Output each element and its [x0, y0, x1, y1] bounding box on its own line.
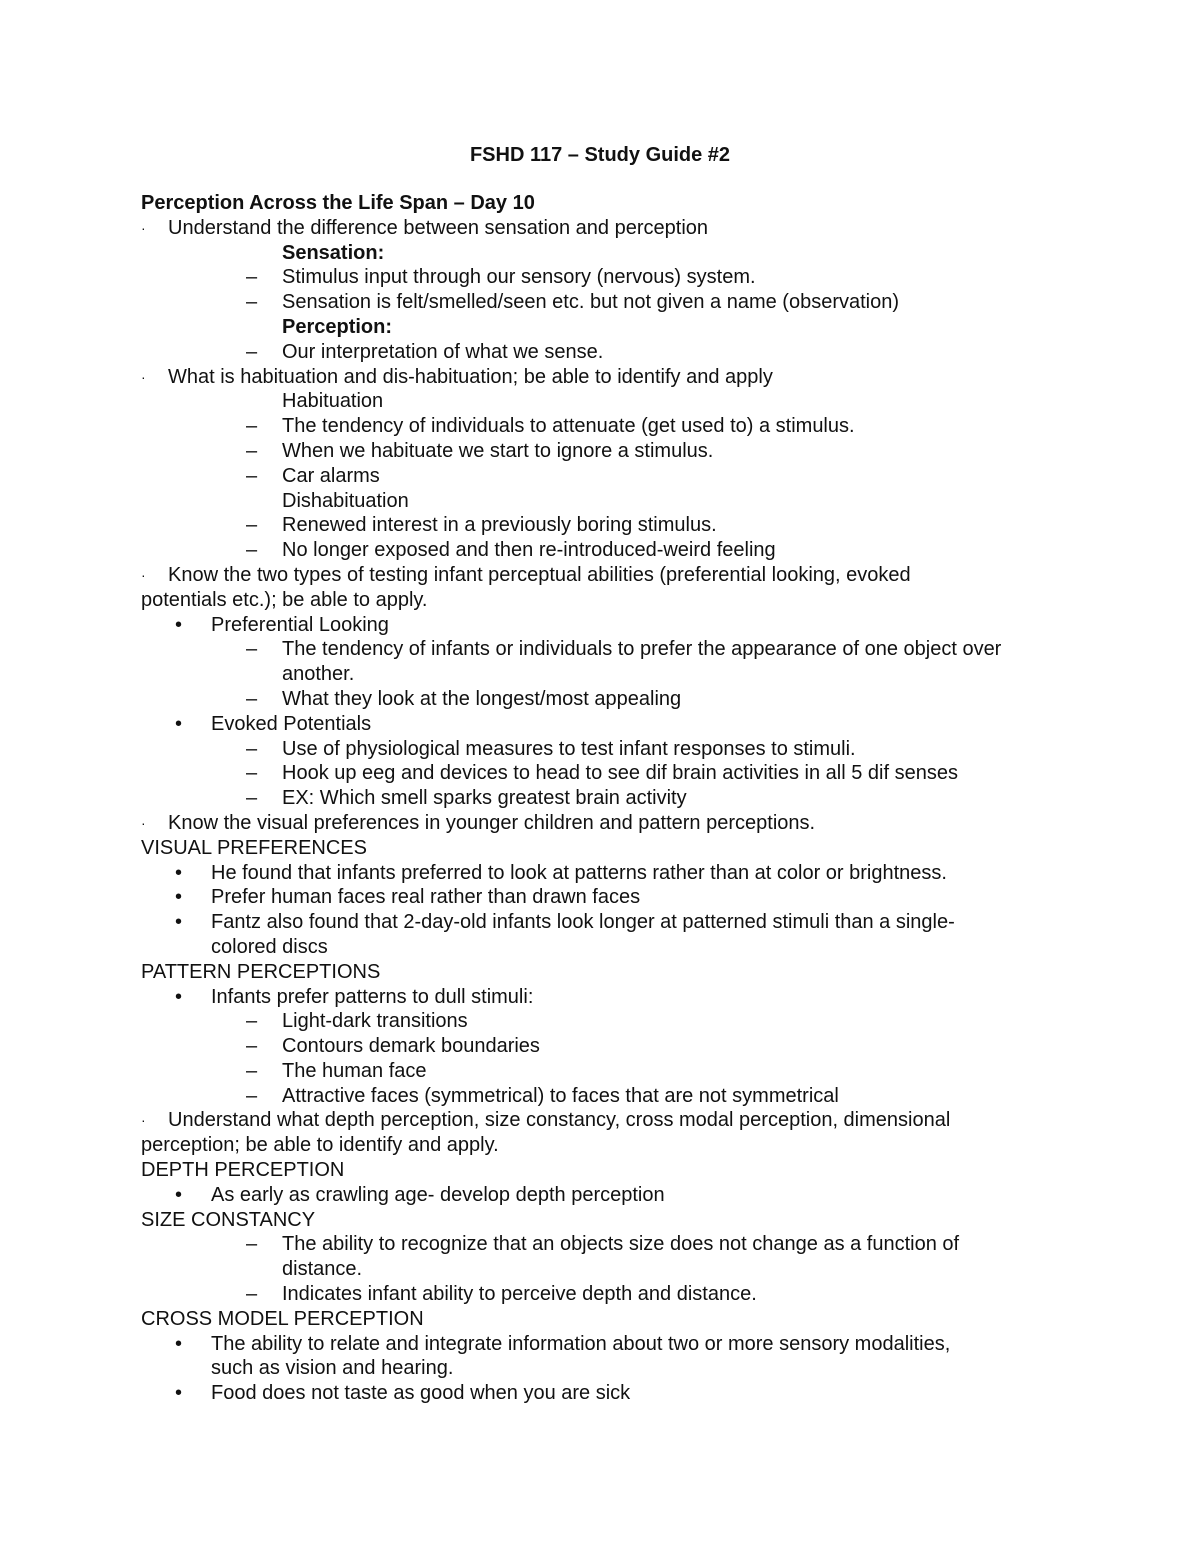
indented-line	[141, 1257, 1081, 1282]
dash-marker: –	[246, 1010, 258, 1033]
line-text: PATTERN PERCEPTIONS	[141, 960, 381, 983]
dash-marker: –	[246, 762, 258, 785]
dash-item	[141, 290, 1081, 315]
bullet-marker: •	[175, 985, 183, 1008]
line-text: colored discs	[211, 935, 328, 958]
line-text: Car alarms	[282, 464, 380, 487]
dash-item	[141, 538, 1081, 563]
bullet-item	[141, 985, 1081, 1010]
page-title: FSHD 117 – Study Guide #2	[469, 144, 731, 166]
dash-item	[141, 1084, 1081, 1109]
study-question	[141, 1108, 1081, 1133]
dash-item	[141, 265, 1081, 290]
bullet-marker: •	[175, 1183, 183, 1206]
line-text: Dishabituation	[282, 489, 409, 512]
dash-item	[141, 439, 1081, 464]
dash-marker: –	[246, 340, 258, 363]
bullet-marker: •	[175, 886, 183, 909]
section-heading	[141, 191, 1081, 216]
line-text: Attractive faces (symmetrical) to faces that are not symmetrical	[282, 1084, 839, 1107]
bullet-continuation	[141, 1356, 1081, 1381]
line-text: The ability to recognize that an objects size does not change as a function of	[282, 1233, 960, 1256]
line-text: Contours demark boundaries	[282, 1035, 540, 1058]
dash-marker: –	[246, 787, 258, 810]
study-question	[141, 216, 1081, 241]
line-text: EX: Which smell sparks greatest brain activity	[282, 787, 687, 810]
line-text: such as vision and hearing.	[211, 1357, 454, 1380]
line-text: CROSS MODEL PERCEPTION	[141, 1307, 424, 1330]
line-text: Know the two types of testing infant perceptual abilities (preferential looking, evoked	[168, 563, 911, 586]
bullet-item	[141, 885, 1081, 910]
line-text: Food does not taste as good when you are sick	[211, 1382, 631, 1405]
dash-marker: –	[246, 1035, 258, 1058]
bullet-item	[141, 1183, 1081, 1208]
dash-item	[141, 761, 1081, 786]
dash-marker: –	[246, 1084, 258, 1107]
line-text: What is habituation and dis-habituation; be able to identify and apply	[168, 365, 773, 388]
indented-line	[141, 489, 1081, 514]
line-text: Know the visual preferences in younger children and pattern perceptions.	[168, 811, 816, 834]
line-text: Understand the difference between sensation and perception	[168, 216, 709, 239]
dash-item	[141, 737, 1081, 762]
dash-item	[141, 786, 1081, 811]
question-marker: ·	[141, 368, 146, 385]
dash-marker: –	[246, 266, 258, 289]
bullet-marker: •	[175, 1382, 183, 1405]
dash-item	[141, 513, 1081, 538]
line-text: What they look at the longest/most appealing	[282, 687, 682, 710]
line-text: Light-dark transitions	[282, 1010, 468, 1033]
dash-marker: –	[246, 1059, 258, 1082]
line-text: another.	[282, 663, 355, 686]
study-question	[141, 811, 1081, 836]
line-text: Perception:	[282, 315, 393, 338]
dash-item	[141, 1232, 1081, 1257]
indented-line	[141, 662, 1081, 687]
line-text: Perception Across the Life Span – Day 10	[141, 192, 535, 214]
line-text: Sensation:	[282, 241, 385, 264]
dash-marker: –	[246, 687, 258, 710]
question-marker: ·	[141, 566, 146, 583]
line-text: Understand what depth perception, size constancy, cross modal perception, dimensional	[168, 1109, 951, 1132]
line-text: Our interpretation of what we sense.	[282, 340, 604, 363]
dash-marker: –	[246, 291, 258, 314]
line-text: When we habituate we start to ignore a stimulus.	[282, 439, 714, 462]
bullet-marker: •	[175, 1332, 183, 1355]
line-text: Habituation	[282, 390, 384, 413]
dash-marker: –	[246, 415, 258, 438]
bullet-item	[141, 1381, 1081, 1406]
bullet-marker: •	[175, 613, 183, 636]
line-text: DEPTH PERCEPTION	[141, 1159, 345, 1182]
bullet-marker: •	[175, 911, 183, 934]
line-text: potentials etc.); be able to apply.	[141, 588, 428, 611]
dash-marker: –	[246, 737, 258, 760]
dash-item	[141, 1009, 1081, 1034]
text-line	[141, 1307, 1081, 1332]
indented-line	[141, 389, 1081, 414]
line-text: distance.	[282, 1258, 363, 1281]
dash-marker: –	[246, 1233, 258, 1256]
bullet-continuation	[141, 935, 1081, 960]
text-line	[141, 1158, 1081, 1183]
text-line	[141, 1208, 1081, 1233]
line-text: Indicates infant ability to perceive depth and distance.	[282, 1283, 757, 1306]
study-question	[141, 365, 1081, 390]
dash-item	[141, 637, 1081, 662]
text-line	[141, 836, 1081, 861]
dash-item	[141, 1034, 1081, 1059]
bullet-marker: •	[175, 861, 183, 884]
line-text: The tendency of individuals to attenuate (get used to) a stimulus.	[282, 415, 855, 438]
text-line	[141, 1133, 1081, 1158]
line-text: Stimulus input through our sensory (nervous) system.	[282, 266, 756, 289]
line-text: VISUAL PREFERENCES	[141, 836, 367, 859]
bullet-marker: •	[175, 712, 183, 735]
dash-item	[141, 1059, 1081, 1084]
line-text: Fantz also found that 2-day-old infants look longer at patterned stimuli than a single-	[211, 911, 955, 934]
bullet-item	[141, 910, 1081, 935]
line-text: Evoked Potentials	[211, 712, 372, 735]
question-marker: ·	[141, 814, 146, 831]
line-text: He found that infants preferred to look at patterns rather than at color or brightness.	[211, 861, 947, 884]
indented-line	[141, 315, 1081, 340]
line-text: perception; be able to identify and apply.	[141, 1134, 499, 1157]
dash-marker: –	[246, 638, 258, 661]
line-text: No longer exposed and then re-introduced-weird feeling	[282, 539, 776, 562]
study-question	[141, 563, 1081, 588]
line-text: Use of physiological measures to test infant responses to stimuli.	[282, 737, 856, 760]
dash-item	[141, 340, 1081, 365]
dash-marker: –	[246, 514, 258, 537]
line-text: Sensation is felt/smelled/seen etc. but not given a name (observation)	[282, 291, 900, 314]
line-text: As early as crawling age- develop depth perception	[211, 1183, 665, 1206]
question-marker: ·	[141, 219, 146, 236]
line-text: Prefer human faces real rather than drawn faces	[211, 886, 641, 909]
dash-marker: –	[246, 1283, 258, 1306]
line-text: Preferential Looking	[211, 613, 389, 636]
bullet-item	[141, 712, 1081, 737]
line-text: The tendency of infants or individuals to prefer the appearance of one object over	[282, 638, 1002, 661]
dash-item	[141, 687, 1081, 712]
text-line	[141, 960, 1081, 985]
dash-marker: –	[246, 464, 258, 487]
line-text: The human face	[282, 1059, 427, 1082]
line-text: Hook up eeg and devices to head to see dif brain activities in all 5 dif senses	[282, 762, 958, 785]
line-text: The ability to relate and integrate information about two or more sensory modalities,	[211, 1332, 951, 1355]
bullet-item	[141, 613, 1081, 638]
dash-item	[141, 464, 1081, 489]
dash-item	[141, 414, 1081, 439]
dash-marker: –	[246, 539, 258, 562]
text-line	[141, 588, 1081, 613]
line-text: Infants prefer patterns to dull stimuli:	[211, 985, 534, 1008]
line-text: SIZE CONSTANCY	[141, 1208, 316, 1231]
line-text: Renewed interest in a previously boring stimulus.	[282, 514, 717, 537]
dash-marker: –	[246, 439, 258, 462]
study-guide-content	[141, 191, 1081, 1406]
bullet-item	[141, 1332, 1081, 1357]
dash-item	[141, 1282, 1081, 1307]
question-marker: ·	[141, 1112, 146, 1129]
bullet-item	[141, 861, 1081, 886]
indented-line	[141, 241, 1081, 266]
